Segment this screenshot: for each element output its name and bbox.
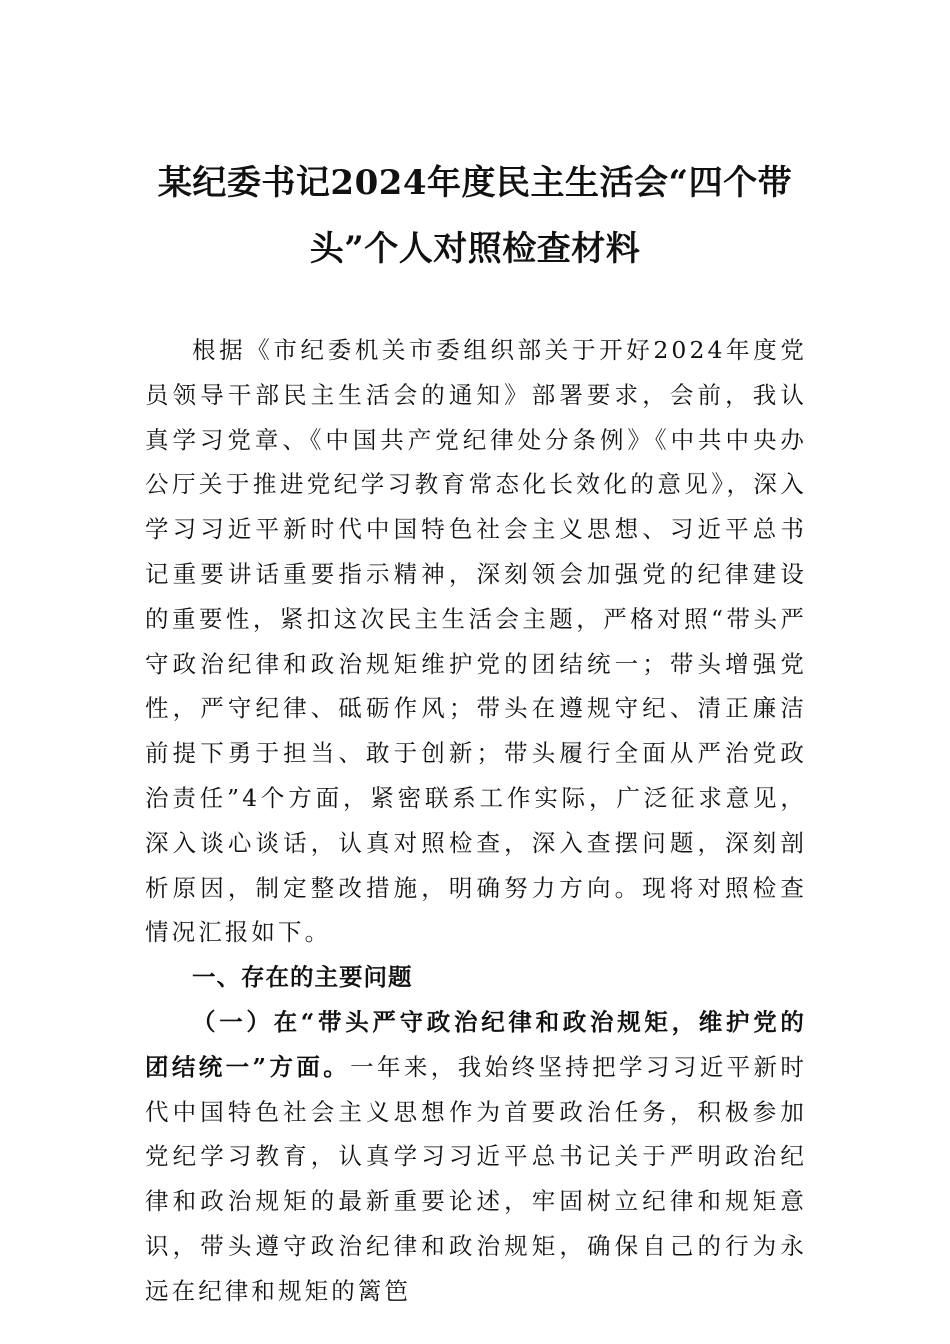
document-body — [145, 328, 807, 1314]
section-heading: 一、存在的主要问题 — [192, 963, 413, 992]
intro-paragraph: 根据《市纪委机关市委组织部关于开好2024年度党员领导干部民主生活会的通知》部署要求，会前，我认真学习党章、《中国共产党纪律处分条例》《中共中央办公厅关于推进党纪学习教育常态化长效化的意见》，深入学习习近平新时代中国特色社会主义思想、习近平总书记重要讲话重要指示精神，深刻领会加强党的纪律建设的重要性，紧扣这次民主生活会主题，严格对照“带头严守政治纪律和政治规矩维护党的团结统一；带头增强党性，严守纪律、砥砺作风；带头在遵规守纪、清正廉洁前提下勇于担当、敢于创新；带头履行全面从严治党政治责任”4个方面，紧密联系工作实际，广泛征求意见，深入谈心谈话，认真对照检查，深入查摆问题，深刻剖析原因，制定整改措施，明确努力方向。现将对照检查情况汇报如下。 — [145, 336, 807, 947]
subsection-text: 一年来，我始终坚持把学习习近平新时代中国特色社会主义思想作为首要政治任务，积极参加党纪学习教育，认真学习习近平总书记关于严明政治纪律和政治规矩的最新重要论述，牢固树立纪律和规矩意识，带头遵守政治纪律和政治规矩，确保自己的行为永远在纪律和规矩的篱笆 — [145, 1052, 807, 1305]
subsection-heading: （一）在“带头严守政治纪律和政治规矩，维护党的团结统一”方面。 — [145, 1007, 807, 1081]
subsection-paragraph — [145, 1000, 807, 1314]
document-title: 某纪委书记2024年度民主生活会“四个带头”个人对照检查材料 — [157, 163, 793, 269]
